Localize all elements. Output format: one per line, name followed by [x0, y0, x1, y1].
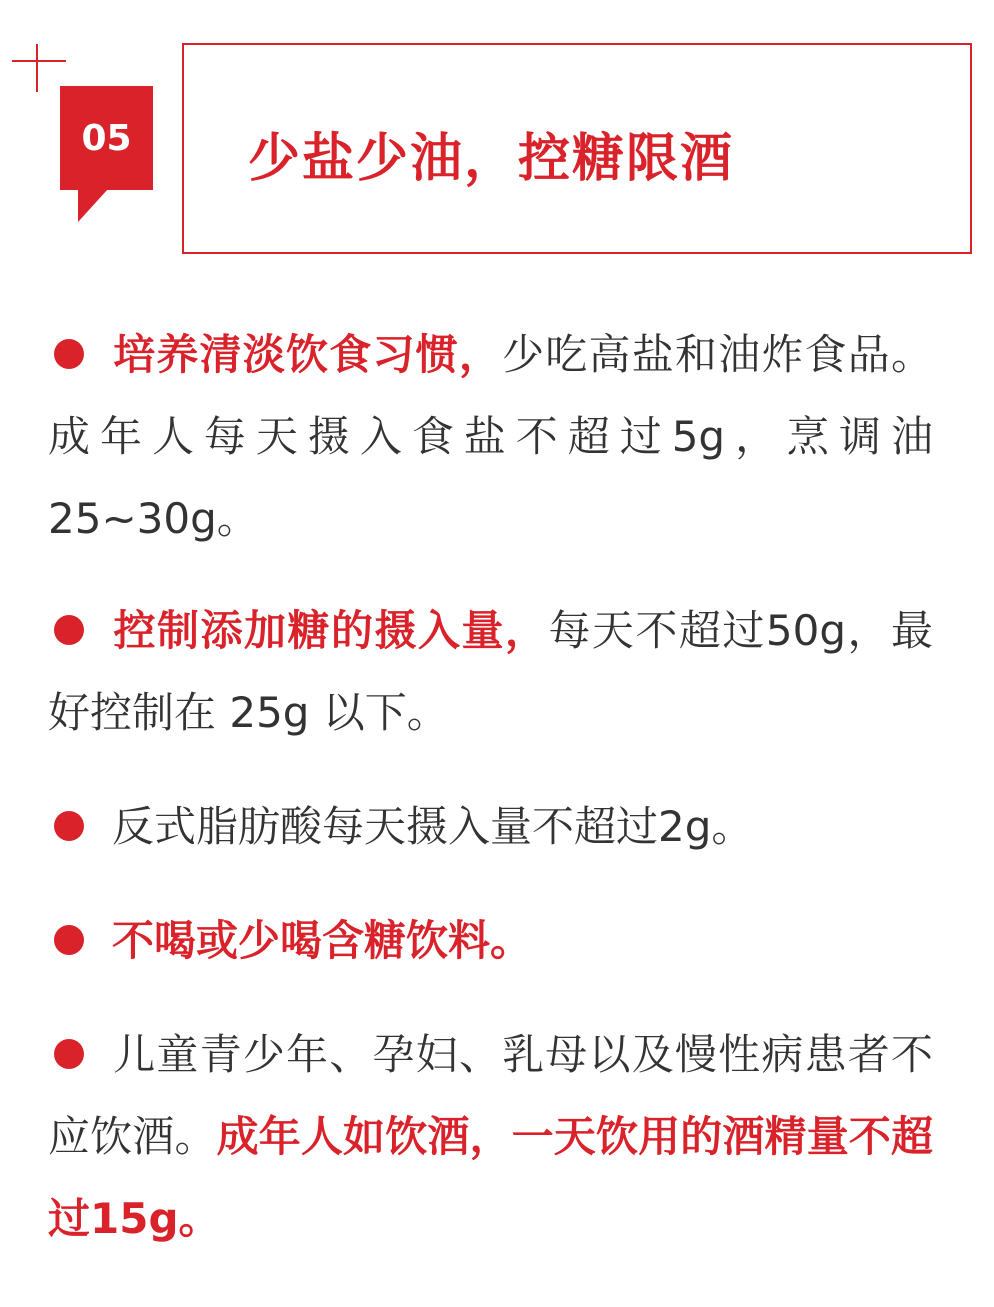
list-item — [48, 786, 933, 868]
list-item — [48, 1014, 933, 1260]
item-highlight: 培养清淡饮食习惯， — [112, 330, 503, 379]
item-text: 少吃高盐和油炸食品。成年人每天摄入食盐不超过5g，烹调油 25~30g。 — [48, 330, 933, 543]
section-number: 05 — [81, 117, 132, 159]
list-item — [48, 314, 933, 560]
page-title: 少盐少油，控糖限酒 — [248, 129, 735, 189]
list-item — [48, 900, 933, 982]
bullet-dot-icon — [54, 811, 84, 841]
badge-tail — [78, 189, 108, 222]
item-text: 儿童青少年、孕妇、乳母以及慢性病患者不应饮酒。 — [48, 1030, 933, 1161]
decorative-cross-horizontal — [12, 60, 66, 62]
decorative-cross-vertical — [36, 44, 38, 92]
item-text: 反式脂肪酸每天摄入量不超过2g。 — [112, 802, 754, 851]
bullet-dot-icon — [54, 615, 84, 645]
item-highlight: 不喝或少喝含糖饮料。 — [112, 916, 533, 965]
bullet-dot-icon — [54, 1039, 84, 1069]
bullet-dot-icon — [54, 339, 84, 369]
item-text: 每天不超过50g，最好控制在 25g 以下。 — [48, 606, 933, 737]
item-highlight: 控制添加糖的摄入量， — [112, 606, 549, 655]
list-item — [48, 590, 933, 754]
section-number-badge — [60, 86, 153, 190]
bullet-dot-icon — [54, 925, 84, 955]
item-highlight: 成年人如饮酒，一天饮用的酒精量不超过15g。 — [48, 1112, 933, 1243]
